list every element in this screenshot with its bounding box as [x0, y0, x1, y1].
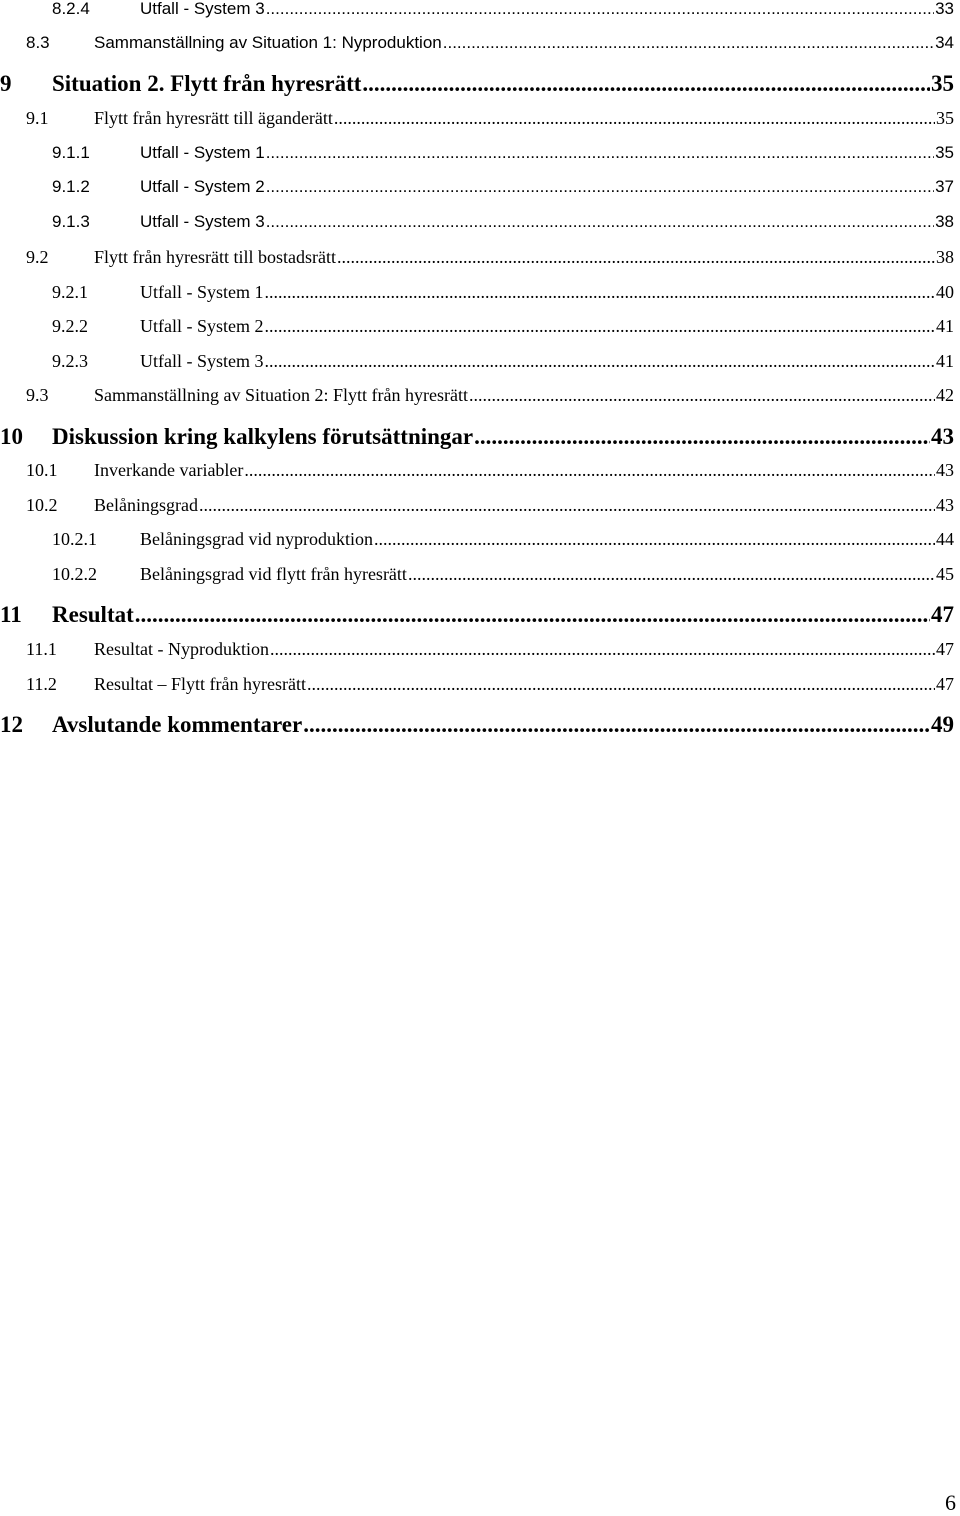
toc-entry[interactable] — [0, 424, 954, 458]
toc-dot-leader — [266, 143, 934, 163]
toc-entry-title: Resultat – Flytt från hyresrätt — [94, 674, 306, 694]
toc-entry[interactable] — [0, 564, 954, 594]
toc-entry-title: Flytt från hyresrätt till bostadsrätt — [94, 247, 336, 267]
toc-entry-number: 8.2.4 — [52, 0, 90, 18]
toc-entry-page: 43 — [931, 424, 954, 449]
toc-entry-title: Resultat — [52, 602, 134, 627]
toc-entry-title: Situation 2. Flytt från hyresrätt — [52, 71, 362, 96]
toc-entry-page: 34 — [935, 33, 954, 52]
toc-entry-page: 49 — [931, 712, 954, 737]
toc-entry-page: 45 — [936, 564, 954, 584]
toc-entry[interactable] — [0, 712, 954, 746]
toc-entry-number: 12 — [0, 712, 23, 737]
toc-entry-title: Utfall - System 2 — [140, 316, 264, 336]
toc-dot-leader — [266, 177, 934, 197]
toc-entry-number: 9.2.1 — [52, 282, 88, 302]
toc-dot-leader — [265, 316, 936, 337]
toc-entry[interactable] — [0, 602, 954, 636]
toc-entry[interactable] — [0, 247, 954, 277]
toc-entry[interactable] — [0, 177, 954, 207]
toc-entry-page: 41 — [936, 351, 954, 371]
toc-entry-number: 9.2.3 — [52, 351, 88, 371]
toc-entry-title: Resultat - Nyproduktion — [94, 639, 269, 659]
toc-entry[interactable] — [0, 143, 954, 173]
toc-entry-title: Inverkande variabler — [94, 460, 244, 480]
toc-entry-number: 9.2.2 — [52, 316, 88, 336]
toc-entry-number: 11 — [0, 602, 22, 627]
toc-entry-number: 9.1 — [26, 108, 49, 128]
toc-entry[interactable] — [0, 71, 954, 105]
toc-entry-number: 8.3 — [26, 33, 50, 52]
toc-entry-number: 9.2 — [26, 247, 49, 267]
toc-entry-number: 9.3 — [26, 385, 49, 405]
toc-entry-title: Diskussion kring kalkylens förutsättningar — [52, 424, 474, 449]
toc-entry-title: Utfall - System 3 — [140, 0, 265, 18]
toc-entry-title: Avslutande kommentarer — [52, 712, 303, 737]
toc-entry[interactable] — [0, 674, 954, 704]
toc-entry-number: 9.1.3 — [52, 212, 90, 231]
toc-entry-title: Utfall - System 3 — [140, 212, 265, 231]
toc-entry-title: Utfall - System 3 — [140, 351, 264, 371]
toc-entry-number: 9 — [0, 71, 12, 96]
toc-entry-page: 38 — [935, 212, 954, 231]
toc-entry-page: 43 — [936, 460, 954, 480]
toc-entry-number: 11.2 — [26, 674, 57, 694]
toc-dot-leader — [443, 33, 934, 53]
toc-entry-title: Sammanställning av Situation 1: Nyproduktion — [94, 33, 442, 52]
toc-entry-title: Utfall - System 2 — [140, 177, 265, 196]
toc-entry-page: 35 — [936, 108, 954, 128]
toc-dot-leader — [265, 282, 936, 303]
toc-entry-page: 47 — [931, 602, 954, 627]
toc-entry-page: 35 — [935, 143, 954, 162]
toc-entry-page: 37 — [935, 177, 954, 196]
toc-entry-title: Flytt från hyresrätt till äganderätt — [94, 108, 333, 128]
toc-entry-number: 10.2.2 — [52, 564, 97, 584]
toc-entry[interactable] — [0, 316, 954, 346]
toc-entry-number: 10 — [0, 424, 23, 449]
toc-entry[interactable] — [0, 108, 954, 138]
toc-entry-page: 35 — [931, 71, 954, 96]
toc-entry-page: 40 — [936, 282, 954, 302]
toc-dot-leader — [469, 385, 935, 406]
toc-dot-leader — [362, 71, 930, 97]
toc-entry-title: Sammanställning av Situation 2: Flytt från hyresrätt — [94, 385, 468, 405]
toc-entry-title: Belåningsgrad vid flytt från hyresrätt — [140, 564, 407, 584]
toc-dot-leader — [266, 212, 934, 232]
toc-dot-leader — [374, 529, 935, 550]
toc-entry-number: 11.1 — [26, 639, 57, 659]
toc-entry-title: Utfall - System 1 — [140, 143, 265, 162]
toc-dot-leader — [474, 424, 930, 450]
toc-entry-number: 9.1.2 — [52, 177, 90, 196]
toc-dot-leader — [135, 602, 930, 628]
toc-entry[interactable] — [0, 33, 954, 63]
toc-entry-page: 47 — [936, 674, 954, 694]
toc-entry-title: Belåningsgrad — [94, 495, 198, 515]
toc-entry-number: 10.1 — [26, 460, 58, 480]
page-number: 6 — [945, 1490, 956, 1515]
toc-entry[interactable] — [0, 495, 954, 525]
toc-entry[interactable] — [0, 351, 954, 381]
toc-dot-leader — [244, 460, 935, 481]
toc-entry-page: 42 — [936, 385, 954, 405]
toc-entry[interactable] — [0, 0, 954, 29]
toc-entry-page: 41 — [936, 316, 954, 336]
toc-dot-leader — [337, 247, 935, 268]
toc-entry[interactable] — [0, 639, 954, 669]
toc-entry-page: 33 — [935, 0, 954, 18]
toc-entry-number: 10.2 — [26, 495, 58, 515]
toc-entry-title: Belåningsgrad vid nyproduktion — [140, 529, 373, 549]
toc-dot-leader — [408, 564, 935, 585]
toc-entry[interactable] — [0, 460, 954, 490]
toc-entry-page: 44 — [936, 529, 954, 549]
toc-entry-page: 38 — [936, 247, 954, 267]
toc-dot-leader — [266, 0, 934, 19]
toc-dot-leader — [199, 495, 935, 516]
toc-entry-title: Utfall - System 1 — [140, 282, 264, 302]
toc-entry-page: 47 — [936, 639, 954, 659]
toc-entry-number: 10.2.1 — [52, 529, 97, 549]
toc-dot-leader — [270, 639, 935, 660]
toc-dot-leader — [334, 108, 935, 129]
toc-entry-page: 43 — [936, 495, 954, 515]
toc-entry[interactable] — [0, 385, 954, 415]
toc-dot-leader — [303, 712, 930, 738]
toc-dot-leader — [307, 674, 935, 695]
toc-entry-number: 9.1.1 — [52, 143, 90, 162]
toc-entry[interactable] — [0, 282, 954, 312]
toc-entry[interactable] — [0, 212, 954, 242]
toc-dot-leader — [265, 351, 936, 372]
toc-entry[interactable] — [0, 529, 954, 559]
